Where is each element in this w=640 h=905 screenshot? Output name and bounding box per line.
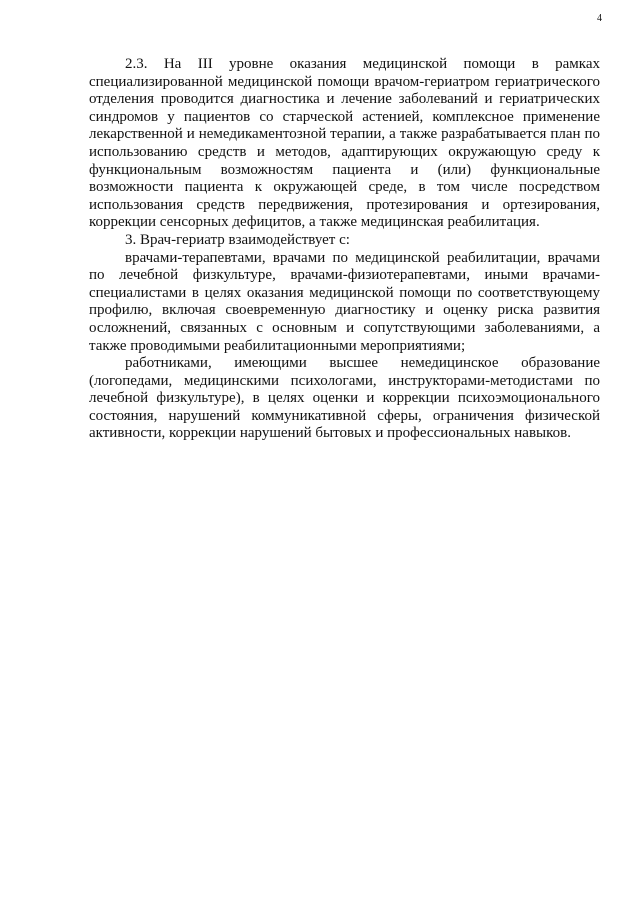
- paragraph-interaction-specialists: работниками, имеющими высшее немедицинское образование (логопедами, медицинскими психологами, инструкторами-методистами по лечебной физкультуре), в целях оценки и коррекции психоэмоционального состояния, нарушений коммуникативной сферы, ограничения физической активности, коррекции нарушений бытовых и профессиональных навыков.: [89, 355, 600, 442]
- paragraph-interaction-doctors: врачами-терапевтами, врачами по медицинской реабилитации, врачами по лечебной физкультуре, врачами-физиотерапевтами, иными врачами-специалистами в целях оказания медицинской помощи по соответствующему профилю, включая своевременную диагностику и оценку риска развития осложнений, связанных с основным и сопутствующими заболеваниями, а также проводимыми реабилитационными мероприятиями;: [89, 249, 600, 354]
- paragraph-3-heading: 3. Врач-гериатр взаимодействует с:: [125, 231, 350, 248]
- paragraph-2-3: 2.3. На III уровне оказания медицинской помощи в рамках специализированной медицинской помощи врачом-гериатром гериатрического отделения проводится диагностика и лечение заболеваний и гериатрических синдромов у пациентов со старческой астенией, комплексное применение лекарственной и немедикаментозной терапии, а также разрабатывается план по использованию средств и методов, адаптирующих окружающую среду к функциональным возможностям пациента и (или) функциональные возможности пациента к окружающей среде, в том числе посредством использования средств передвижения, протезирования и ортезирования, коррекции сенсорных дефицитов, а также медицинская реабилитация.: [89, 56, 600, 231]
- document-body: [89, 56, 600, 443]
- page-number: 4: [597, 13, 602, 24]
